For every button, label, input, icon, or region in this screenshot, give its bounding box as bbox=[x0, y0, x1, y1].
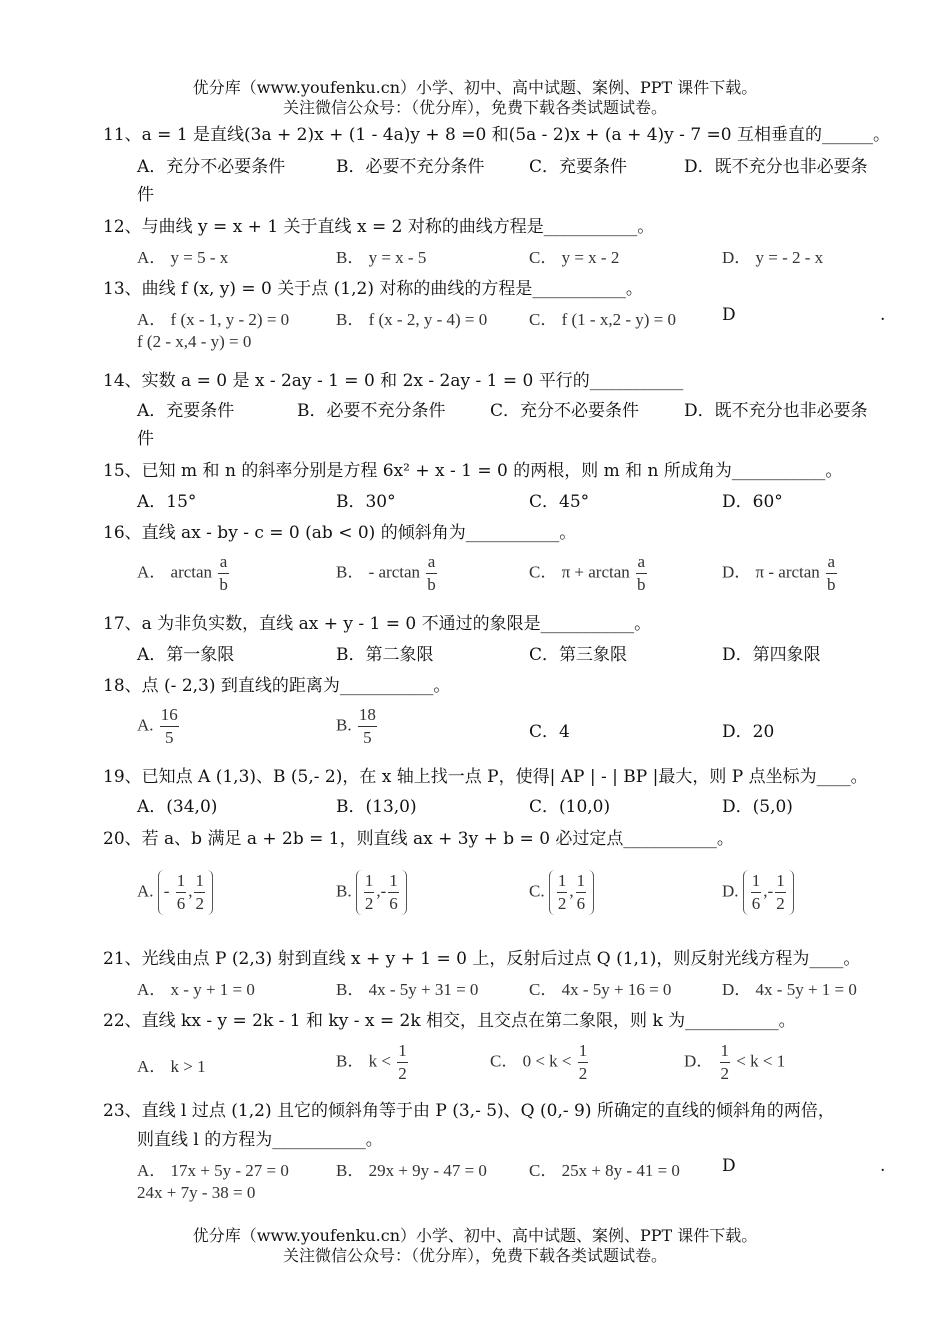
q16-option-a-label: A． arctan bbox=[137, 562, 213, 582]
q20-option-d-label: D. bbox=[722, 881, 739, 901]
q20-c-n1: 1 bbox=[557, 870, 568, 893]
q23-option-a: A． 17x + 5y - 27 = 0 bbox=[137, 1161, 289, 1180]
q14-option-c: C．充分不必要条件 bbox=[490, 401, 640, 421]
q23-option-d-dot: . bbox=[880, 1156, 886, 1176]
q22-d-fraction bbox=[720, 1040, 731, 1085]
q20-a-n1: 1 bbox=[176, 870, 187, 893]
q11-option-d-cont: 件 bbox=[137, 185, 154, 205]
q18-option-b-label: B. bbox=[336, 715, 352, 735]
q20-c-d1: 2 bbox=[557, 894, 567, 913]
q23-option-d: D bbox=[722, 1156, 736, 1176]
q22-option-d-suffix: < k < 1 bbox=[736, 1051, 786, 1071]
q23-option-b: B． 29x + 9y - 47 = 0 bbox=[336, 1161, 487, 1180]
question-19-stem: 19、已知点 A (1,3)、B (5,- 2)，在 x 轴上找一点 P，使得| AP | - | BP |最大，则 P 点坐标为____。 bbox=[103, 767, 868, 787]
q13-option-d-cont: f (2 - x,4 - y) = 0 bbox=[137, 332, 252, 351]
q22-option-b bbox=[336, 1040, 410, 1085]
q11-option-a: A．充分不必要条件 bbox=[137, 157, 286, 177]
question-23-stem: 23、直线 l 过点 (1,2) 且它的倾斜角等于由 P (3,- 5)、Q (0,- 9) 所确定的直线的倾斜角的两倍， bbox=[103, 1101, 835, 1121]
q20-b-n1: 1 bbox=[364, 870, 375, 893]
header-line-1: 优分库（www.youfenku.cn）小学、初中、高中试题、案例、PPT 课件下载。 bbox=[192, 78, 758, 97]
q20-b-d1: 2 bbox=[364, 894, 374, 913]
q16-option-a bbox=[137, 551, 231, 596]
q16-option-b-label: B． - arctan bbox=[336, 562, 421, 582]
q18-b-num: 18 bbox=[358, 704, 377, 727]
q23-option-d-cont: 24x + 7y - 38 = 0 bbox=[137, 1183, 256, 1202]
q20-option-d bbox=[722, 870, 794, 915]
q20-b-point bbox=[356, 870, 407, 915]
q22-c-fraction bbox=[578, 1040, 589, 1085]
question-12-stem: 12、与曲线 y = x + 1 关于直线 x = 2 对称的曲线方程是___________。 bbox=[103, 217, 655, 237]
question-14-stem: 14、实数 a = 0 是 x - 2ay - 1 = 0 和 2x - 2ay - 1 = 0 平行的___________ bbox=[103, 371, 684, 391]
q16-option-c-label: C． π + arctan bbox=[529, 562, 630, 582]
q18-a-num: 16 bbox=[160, 704, 179, 727]
q23-option-c: C． 25x + 8y - 41 = 0 bbox=[529, 1161, 680, 1180]
q15-option-b: B．30° bbox=[336, 492, 396, 512]
q18-b-fraction bbox=[358, 704, 377, 749]
q14-option-b: B．必要不充分条件 bbox=[297, 401, 446, 421]
q20-b-frac2 bbox=[388, 870, 399, 915]
q16-c-num: a bbox=[636, 551, 647, 574]
q16-c-den: b bbox=[637, 575, 646, 594]
q16-a-num: a bbox=[218, 551, 229, 574]
q20-a-sep: , bbox=[188, 881, 193, 901]
q16-a-fraction bbox=[218, 551, 229, 596]
q22-d-den: 2 bbox=[720, 1064, 730, 1083]
q20-c-point bbox=[549, 870, 594, 915]
q22-option-a: A． k > 1 bbox=[137, 1057, 206, 1076]
q16-d-fraction bbox=[826, 551, 837, 596]
q20-b-frac1 bbox=[364, 870, 375, 915]
q20-c-sep: , bbox=[569, 881, 574, 901]
q20-a-n2: 1 bbox=[194, 870, 205, 893]
q19-option-a: A．(34,0) bbox=[137, 797, 218, 817]
question-21-stem: 21、光线由点 P (2,3) 射到直线 x + y + 1 = 0 上，反射后过点 Q (1,1)，则反射光线方程为____。 bbox=[103, 949, 861, 969]
q13-option-a: A． f (x - 1, y - 2) = 0 bbox=[137, 310, 290, 329]
q20-d-frac1 bbox=[751, 870, 762, 915]
question-22-stem: 22、直线 kx - y = 2k - 1 和 ky - x = 2k 相交，且交点在第二象限，则 k 为___________。 bbox=[103, 1011, 796, 1031]
q20-c-d2: 6 bbox=[576, 894, 586, 913]
q17-option-d: D．第四象限 bbox=[722, 645, 821, 665]
q14-option-a: A．充要条件 bbox=[137, 401, 235, 421]
q18-option-a bbox=[137, 704, 181, 749]
q11-option-b: B．必要不充分条件 bbox=[336, 157, 485, 177]
q20-d-n2: 1 bbox=[775, 870, 786, 893]
q20-d-d2: 2 bbox=[776, 894, 785, 913]
q18-option-c: C．4 bbox=[529, 722, 570, 742]
question-18-stem: 18、点 (- 2,3) 到直线的距离为___________。 bbox=[103, 676, 451, 696]
q16-d-den: b bbox=[827, 575, 836, 594]
q15-option-c: C．45° bbox=[529, 492, 590, 512]
q20-c-frac2 bbox=[576, 870, 587, 915]
q22-c-den: 2 bbox=[578, 1064, 588, 1083]
q20-d-sep: ,- bbox=[763, 881, 774, 901]
q21-option-c: C． 4x - 5y + 16 = 0 bbox=[529, 980, 672, 999]
q22-option-d bbox=[684, 1040, 785, 1085]
q20-option-b-label: B. bbox=[336, 881, 352, 901]
q16-b-den: b bbox=[427, 575, 436, 594]
q17-option-c: C．第三象限 bbox=[529, 645, 628, 665]
q20-a-frac2 bbox=[194, 870, 205, 915]
q20-a-frac1 bbox=[176, 870, 187, 915]
q15-option-a: A．15° bbox=[137, 492, 197, 512]
q18-a-fraction bbox=[160, 704, 179, 749]
header-line-2: 关注微信公众号：（优分库），免费下载各类试题试卷。 bbox=[282, 98, 667, 117]
q20-d-frac2 bbox=[775, 870, 786, 915]
question-13-stem: 13、曲线 f (x, y) = 0 关于点 (1,2) 对称的曲线的方程是___________。 bbox=[103, 279, 643, 299]
q12-option-c: C． y = x - 2 bbox=[529, 248, 620, 267]
q16-option-d-label: D． π - arctan bbox=[722, 562, 820, 582]
question-15-stem: 15、已知 m 和 n 的斜率分别是方程 6x² + x - 1 = 0 的两根，则 m 和 n 所成角为___________。 bbox=[103, 461, 843, 481]
q17-option-a: A．第一象限 bbox=[137, 645, 235, 665]
q20-b-d2: 6 bbox=[389, 894, 398, 913]
q13-option-d-dot: . bbox=[880, 305, 886, 325]
q20-a-d1: 6 bbox=[176, 894, 186, 913]
q11-option-c: C．充要条件 bbox=[529, 157, 628, 177]
q18-option-a-label: A. bbox=[137, 715, 154, 735]
q14-option-d-cont: 件 bbox=[137, 429, 154, 449]
q18-a-den: 5 bbox=[165, 728, 174, 747]
q20-b-sep: ,- bbox=[376, 881, 387, 901]
q16-option-d bbox=[722, 551, 839, 596]
q22-b-den: 2 bbox=[398, 1064, 407, 1083]
q22-c-num: 1 bbox=[578, 1040, 589, 1063]
q20-d-point bbox=[743, 870, 794, 915]
q20-option-c-label: C. bbox=[529, 881, 545, 901]
q22-option-c bbox=[490, 1040, 590, 1085]
q21-option-b: B． 4x - 5y + 31 = 0 bbox=[336, 980, 479, 999]
q20-option-a bbox=[137, 870, 213, 915]
q22-option-b-label: B． k < bbox=[336, 1051, 391, 1071]
q20-c-n2: 1 bbox=[576, 870, 587, 893]
q16-a-den: b bbox=[219, 575, 228, 594]
q18-option-b bbox=[336, 704, 379, 749]
q14-option-d: D．既不充分也非必要条 bbox=[684, 401, 868, 421]
q20-d-n1: 1 bbox=[751, 870, 762, 893]
q20-d-d1: 6 bbox=[751, 894, 761, 913]
question-23-stem-cont: 则直线 l 的方程为___________。 bbox=[137, 1130, 383, 1150]
question-20-stem: 20、若 a、b 满足 a + 2b = 1，则直线 ax + 3y + b = 0 必过定点___________。 bbox=[103, 829, 734, 849]
q22-d-num: 1 bbox=[720, 1040, 731, 1063]
q18-option-d: D．20 bbox=[722, 722, 775, 742]
q19-option-b: B．(13,0) bbox=[336, 797, 417, 817]
q20-a-sign: - bbox=[163, 881, 170, 901]
q17-option-b: B．第二象限 bbox=[336, 645, 434, 665]
question-17-stem: 17、a 为非负实数，直线 ax + y - 1 = 0 不通过的象限是___________。 bbox=[103, 614, 652, 634]
q12-option-a: A． y = 5 - x bbox=[137, 248, 229, 267]
q12-option-b: B． y = x - 5 bbox=[336, 248, 427, 267]
q21-option-d: D． 4x - 5y + 1 = 0 bbox=[722, 980, 857, 999]
q19-option-c: C．(10,0) bbox=[529, 797, 611, 817]
q20-option-c bbox=[529, 870, 594, 915]
q13-option-d: D bbox=[722, 305, 736, 325]
question-16-stem: 16、直线 ax - by - c = 0 (ab < 0) 的倾斜角为___________。 bbox=[103, 523, 577, 543]
q15-option-d: D．60° bbox=[722, 492, 783, 512]
q18-b-den: 5 bbox=[363, 728, 372, 747]
q20-b-n2: 1 bbox=[388, 870, 399, 893]
q13-option-c: C． f (1 - x,2 - y) = 0 bbox=[529, 310, 676, 329]
q16-option-c bbox=[529, 551, 649, 596]
q16-b-fraction bbox=[426, 551, 437, 596]
q22-option-c-label: C． 0 < k < bbox=[490, 1051, 572, 1071]
q11-option-d: D．既不充分也非必要条 bbox=[684, 157, 868, 177]
q22-option-d-label: D． bbox=[684, 1051, 714, 1071]
q20-c-frac1 bbox=[557, 870, 568, 915]
q20-a-point bbox=[158, 870, 213, 915]
q20-option-a-label: A. bbox=[137, 881, 154, 901]
q20-a-d2: 2 bbox=[195, 894, 204, 913]
q22-b-num: 1 bbox=[397, 1040, 408, 1063]
q20-option-b bbox=[336, 870, 407, 915]
q16-d-num: a bbox=[826, 551, 837, 574]
footer-line-1: 优分库（www.youfenku.cn）小学、初中、高中试题、案例、PPT 课件下载。 bbox=[192, 1226, 758, 1245]
q16-b-num: a bbox=[426, 551, 437, 574]
q13-option-b: B． f (x - 2, y - 4) = 0 bbox=[336, 310, 488, 329]
q12-option-d: D． y = - 2 - x bbox=[722, 248, 824, 267]
q22-b-fraction bbox=[397, 1040, 408, 1085]
q16-option-b bbox=[336, 551, 439, 596]
footer-line-2: 关注微信公众号：（优分库），免费下载各类试题试卷。 bbox=[282, 1246, 667, 1265]
question-11-stem: 11、a = 1 是直线(3a + 2)x + (1 - 4a)y + 8 =0 和(5a - 2)x + (a + 4)y - 7 =0 互相垂直的______。 bbox=[103, 125, 891, 145]
q16-c-fraction bbox=[636, 551, 647, 596]
q19-option-d: D．(5,0) bbox=[722, 797, 793, 817]
q21-option-a: A． x - y + 1 = 0 bbox=[137, 980, 255, 999]
